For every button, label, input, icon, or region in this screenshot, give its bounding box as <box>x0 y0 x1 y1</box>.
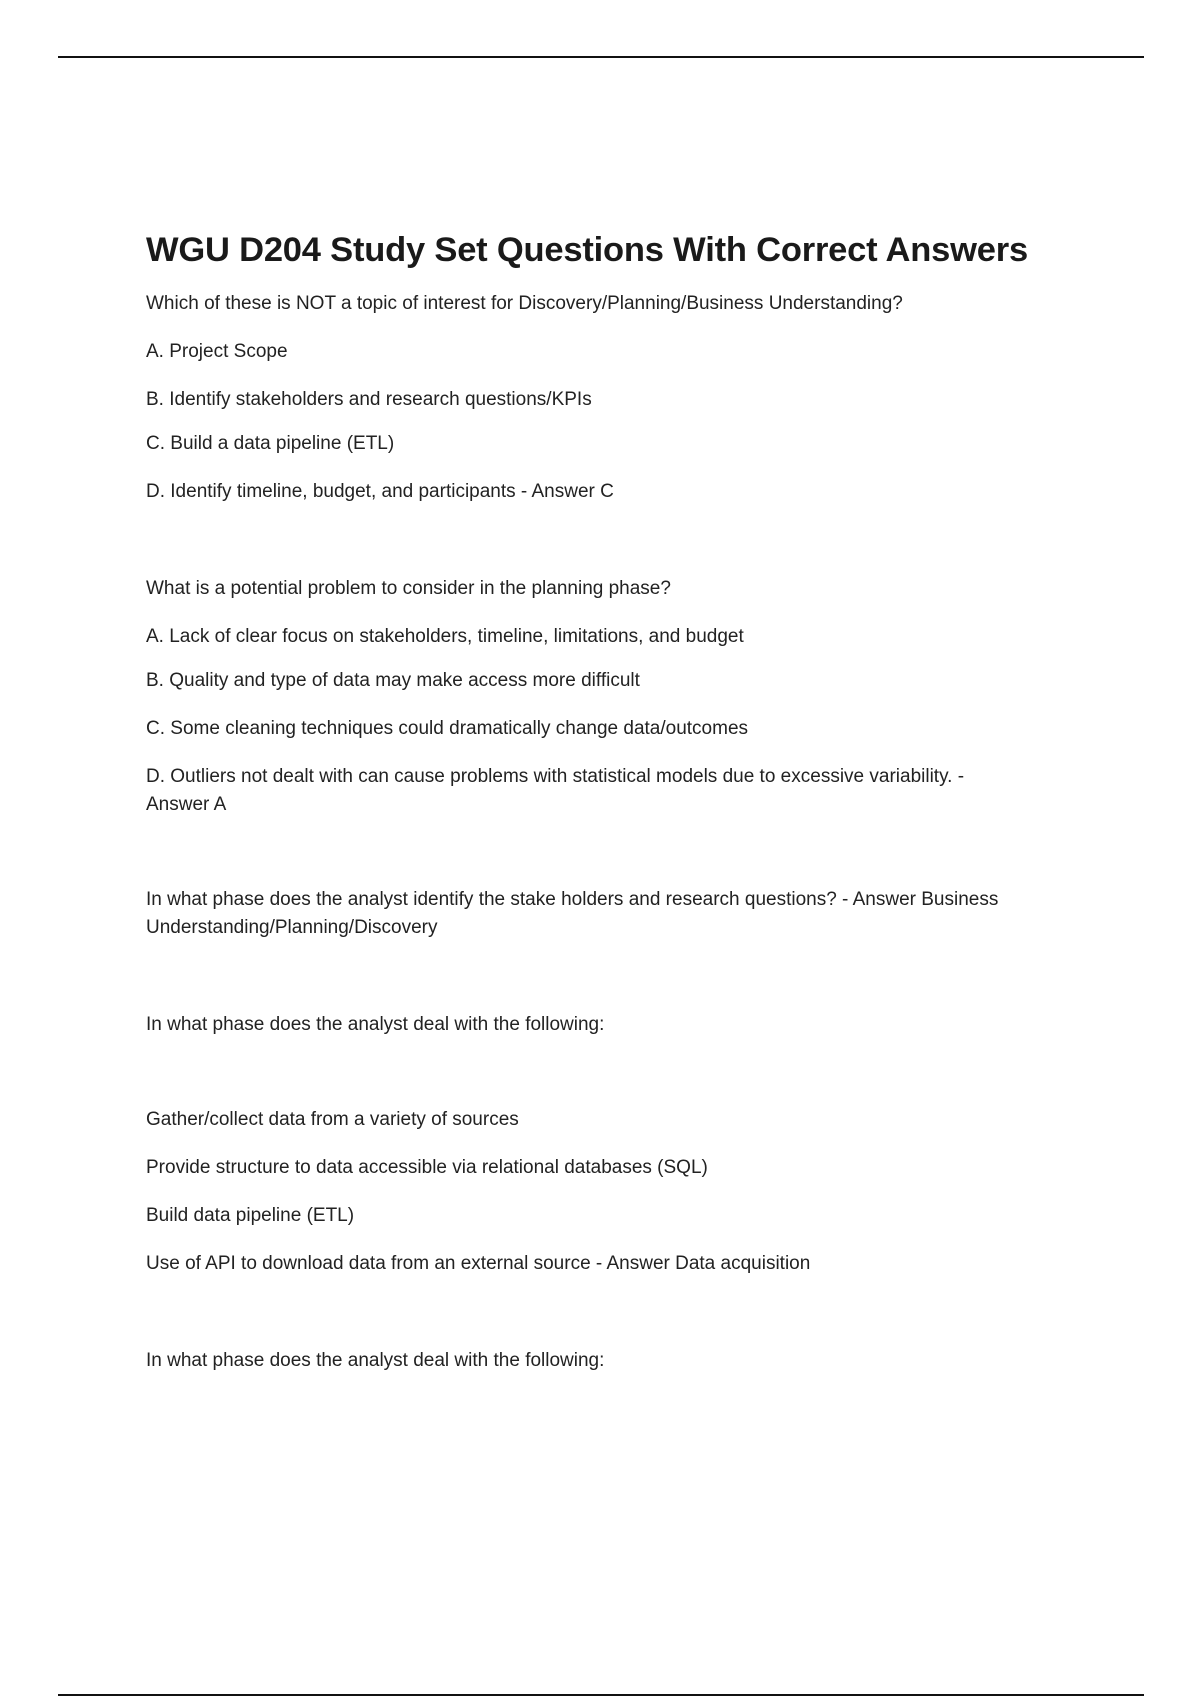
q3-line1: In what phase does the analyst identify the stake holders and research questions? - Answer Business <box>146 889 999 910</box>
q2-option-a: A. Lack of clear focus on stakeholders, timeline, limitations, and budget <box>146 626 744 647</box>
q1-option-c: C. Build a data pipeline (ETL) <box>146 433 395 454</box>
q4-item-3: Build data pipeline (ETL) <box>146 1205 355 1226</box>
document-body <box>146 226 1066 1375</box>
q4-item-2: Provide structure to data accessible via relational databases (SQL) <box>146 1157 708 1178</box>
q1-question: Which of these is NOT a topic of interest for Discovery/Planning/Business Understanding? <box>146 293 903 314</box>
q1-option-a: A. Project Scope <box>146 341 288 362</box>
q2-option-d-line1: D. Outliers not dealt with can cause problems with statistical models due to excessive variability. - <box>146 766 965 787</box>
q1-option-d: D. Identify timeline, budget, and participants - Answer C <box>146 481 614 502</box>
q2-option-d-line2: Answer A <box>146 794 227 815</box>
q2-question: What is a potential problem to consider in the planning phase? <box>146 578 671 599</box>
footer-rule <box>58 1694 1144 1696</box>
document-title: WGU D204 Study Set Questions With Correct Answers <box>146 231 1028 269</box>
header-rule <box>58 56 1144 58</box>
q3-line2: Understanding/Planning/Discovery <box>146 917 438 938</box>
q2-option-c: C. Some cleaning techniques could dramatically change data/outcomes <box>146 718 749 739</box>
q4-question: In what phase does the analyst deal with the following: <box>146 1014 605 1035</box>
q4-item-1: Gather/collect data from a variety of sources <box>146 1109 519 1130</box>
q2-option-b: B. Quality and type of data may make access more difficult <box>146 670 640 691</box>
q1-option-b: B. Identify stakeholders and research questions/KPIs <box>146 389 592 410</box>
q4-item-4: Use of API to download data from an external source - Answer Data acquisition <box>146 1253 811 1274</box>
q5-question: In what phase does the analyst deal with the following: <box>146 1350 605 1371</box>
